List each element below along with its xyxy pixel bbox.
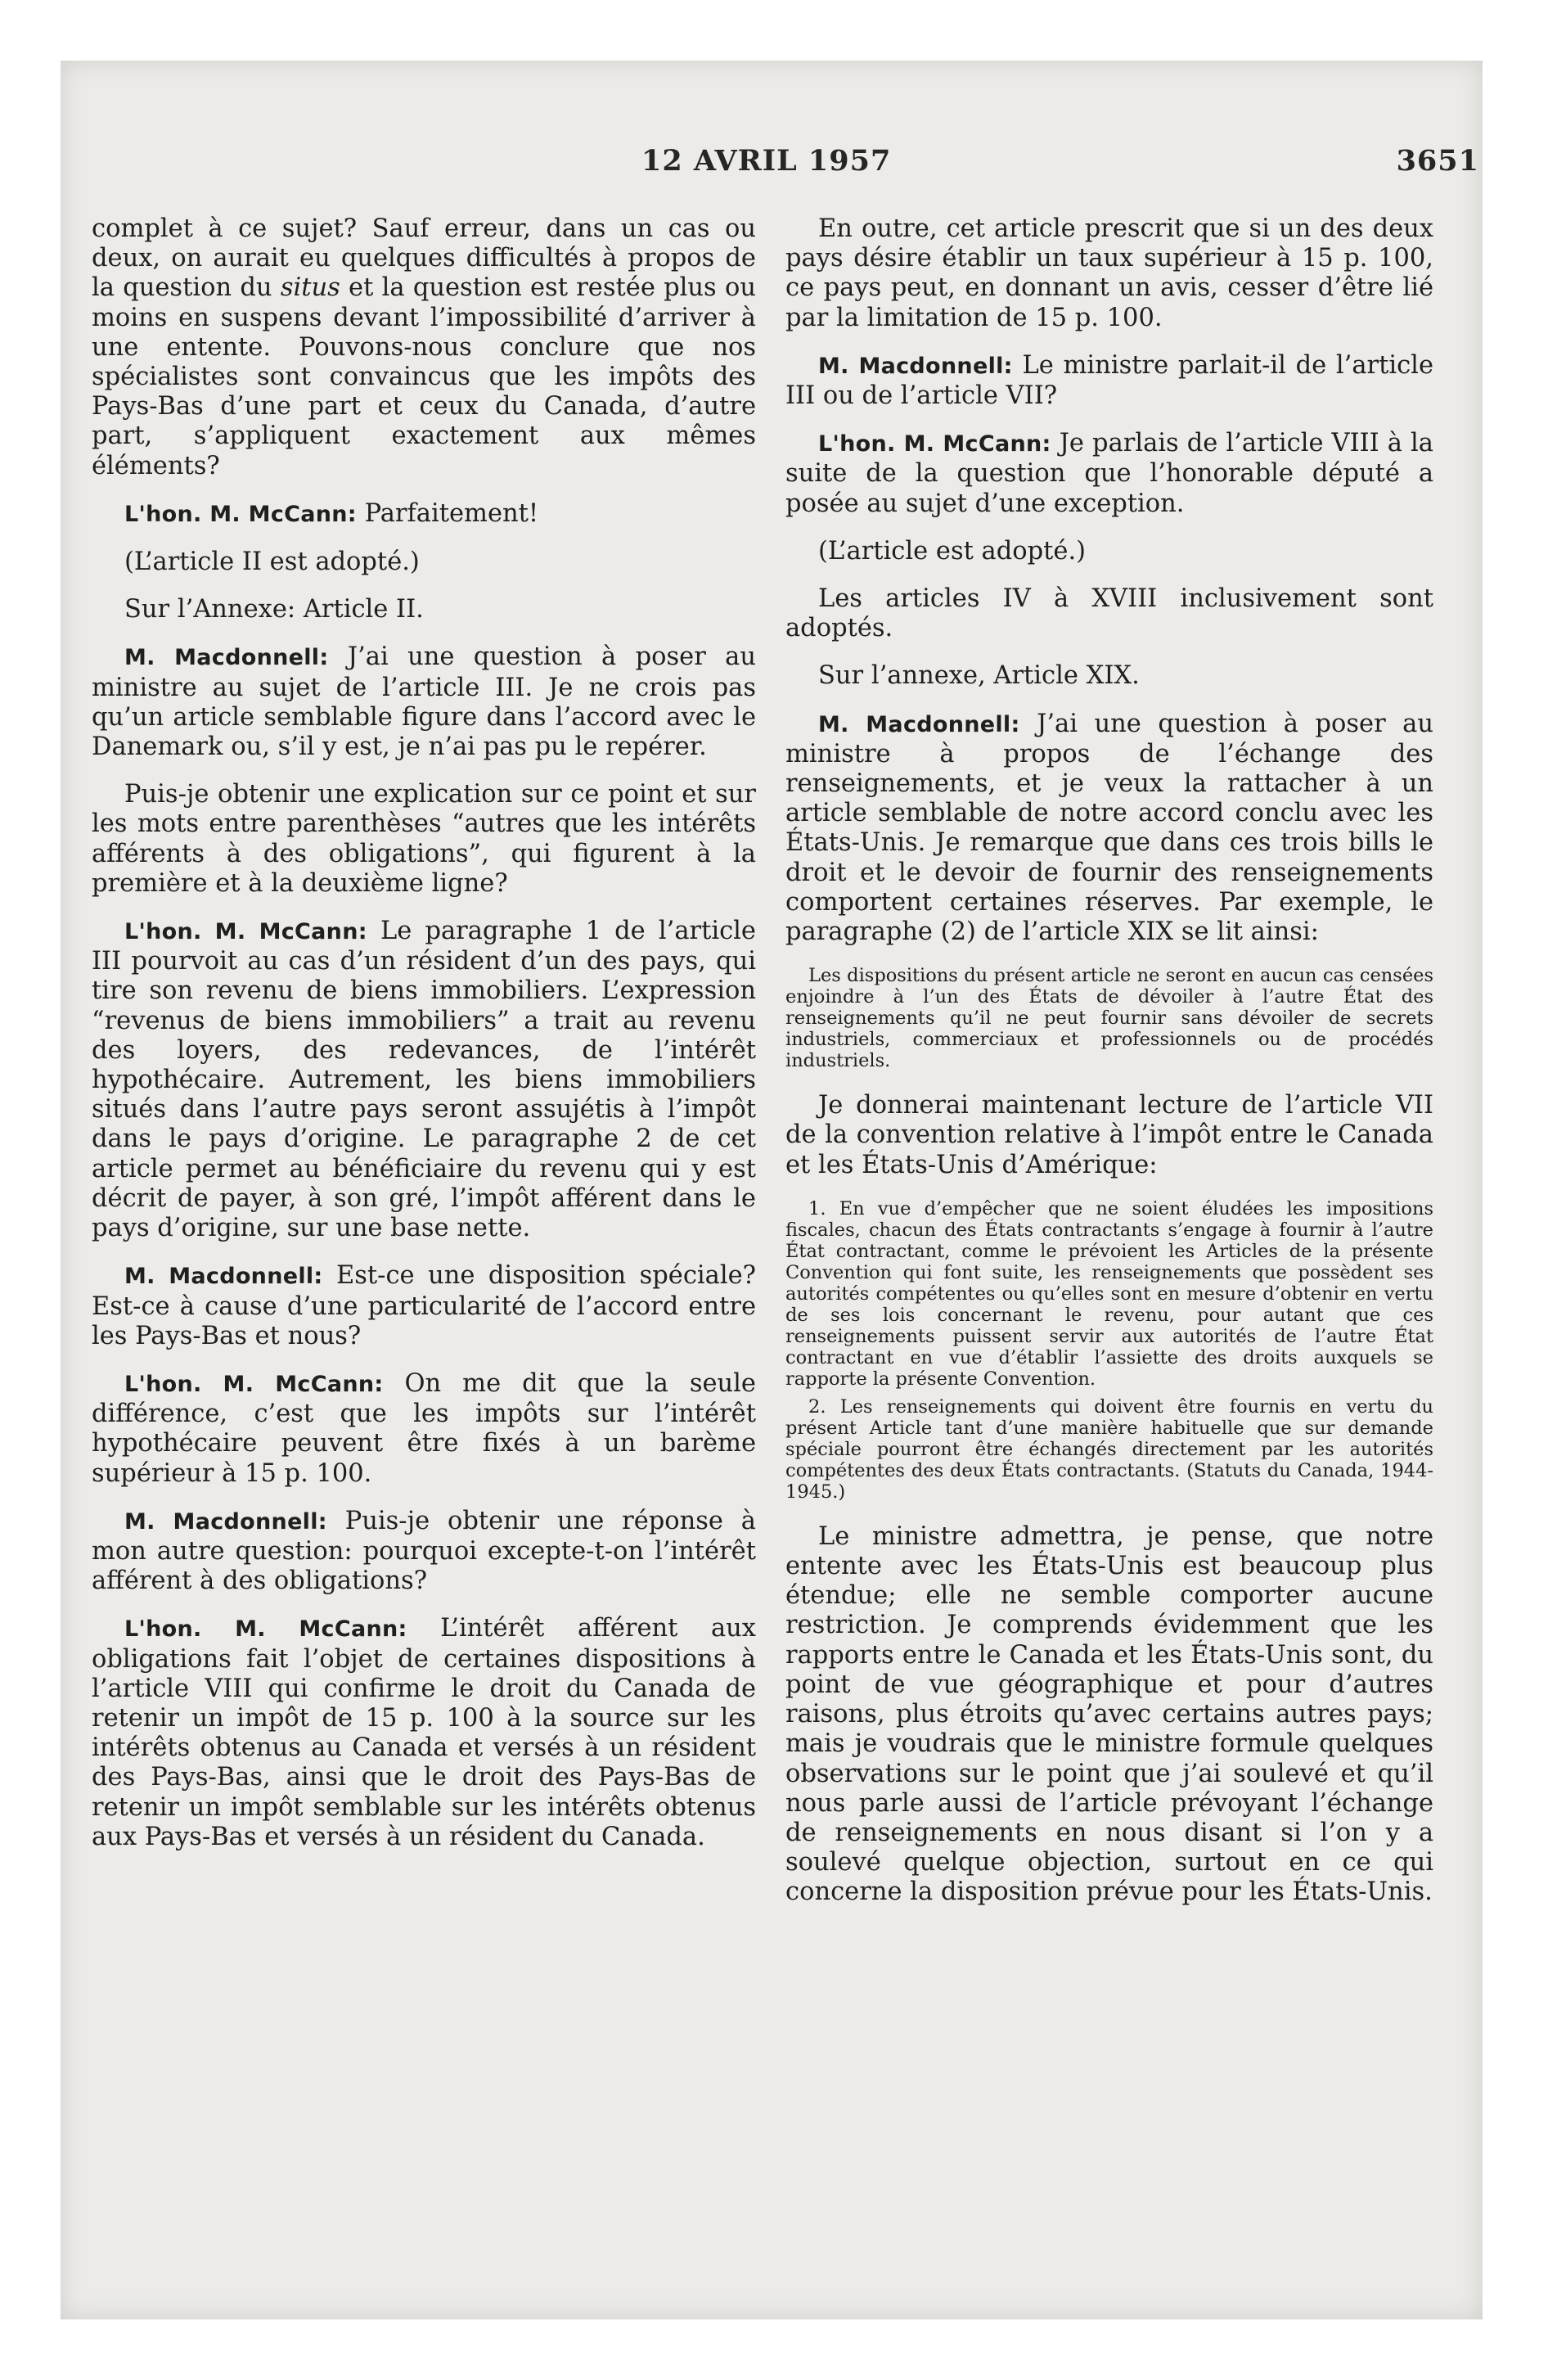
speaker-name: M. Macdonnell: [818, 711, 1020, 737]
paragraph [92, 214, 756, 481]
speech [92, 642, 756, 762]
right-column [785, 214, 1433, 1926]
quote-paragraph: 1. En vue d’empêcher que ne soient éludées les impositions fiscales, chacun des États contractants s’engage à fournir à l’autre État contractant, comme le prévoient les Articles de la présente Convention qui font suite, les renseignements que possèdent ses autorités compétentes ou qu’elles sont en mesure d’obtenir en vertu de ses lois concernant le revenu, pour autant que ces renseignements puissent servir aux autorités de l’autre État contractant en vue d’établir l’assiette des droits auxquels se rapporte la présente Convention. [785, 1197, 1433, 1390]
speaker-name: M. Macdonnell: [124, 645, 329, 671]
speaker-name: L'hon. M. McCann: [124, 1616, 407, 1643]
block-quote [785, 1198, 1433, 1503]
page-number: 3651 [1396, 144, 1479, 178]
speech-text: On me dit que la seule différence, c’est que les impôts sur l’intérêt hypothécaire peuvent être fixés à un barème supérieur à 15 p. 100. [92, 1368, 756, 1488]
paragraph: Puis-je obtenir une explication sur ce point et sur les mots entre parenthèses “autres que les intérêts afférents à des obligations”, qui figurent à la première et à la deuxième ligne? [92, 780, 756, 898]
procedural-note: (L’article II est adopté.) [124, 548, 420, 577]
quote-paragraph: Les dispositions du présent article ne seront en aucun cas censées enjoindre à l’un des États de dévoiler à l’autre État des renseignements qu’il ne peut fournir sans dévoiler de secrets industriels, commerciaux et professionnels ou de procédés industriels. [785, 965, 1433, 1072]
quote-paragraph: 2. Les renseignements qui doivent être fournis en vertu du présent Article tant d’une manière habituelle que sur demande spéciale pourront être échangés directement par les autorités compétentes des deux États contractants. (Statuts du Canada, 1944-1945.) [785, 1395, 1433, 1503]
section-heading: Sur l’annexe, Article XIX. [818, 661, 1140, 691]
speech [785, 429, 1433, 519]
header-date: 12 AVRIL 1957 [641, 144, 892, 178]
speech [92, 499, 756, 530]
speech-text: L’intérêt afférent aux obligations fait l’objet de certaines dispositions à l’article VIII qui confirme le droit du Canada de retenir un impôt de 15 p. 100 à la source sur les intérêts obtenus au Canada et versés à un résident des Pays-Bas, ainsi que le droit des Pays-Bas de retenir un impôt semblable sur les intérêts obtenus aux Pays-Bas et versés à un résident du Canada. [92, 1614, 756, 1851]
speaker-name: M. Macdonnell: [818, 353, 1013, 379]
paragraph-text: et la question est restée plus ou moins en suspens devant l’impossibilité d’arriver à une entente. Pouvons-nous conclure que nos spécialistes sont convaincus que les impôts des Pays-Bas d’une part et ceux du Canada, d’autre part, s’appliquent exactement aux mêmes éléments? [92, 273, 756, 480]
speech-text: J’ai une question à poser au ministre à propos de l’échange des renseignements, et je veux la rattacher à un article semblable de notre accord conclu avec les États-Unis. Je remarque que dans ces trois bills le droit et le devoir de fournir des renseignements comportent certaines réserves. Par exemple, le paragraphe (2) de l’article XIX se lit ainsi: [785, 709, 1433, 947]
paragraph: Je donnerai maintenant lecture de l’article VII de la convention relative à l’impôt entre le Canada et les États-Unis d’Amérique: [785, 1091, 1433, 1179]
speaker-name: L'hon. M. McCann: [818, 431, 1051, 458]
speech [785, 710, 1433, 948]
speaker-name: M. Macdonnell: [124, 1508, 327, 1535]
speaker-name: L'hon. M. McCann: [124, 1371, 384, 1397]
section-heading: Sur l’Annexe: Article II. [124, 595, 424, 624]
speaker-name: L'hon. M. McCann: [124, 501, 357, 527]
speech-text: J’ai une question à poser au ministre au sujet de l’article III. Je ne crois pas qu’un article semblable figure dans l’accord avec le Danemark ou, s’il y est, je n’ai pas pu le repérer. [92, 642, 756, 762]
speech-text: Le ministre parlait-il de l’article III ou de l’article VII? [785, 350, 1433, 411]
speech [92, 1261, 756, 1351]
speech [92, 1614, 756, 1852]
speech-text: Le paragraphe 1 de l’article III pourvoit au cas d’un résident d’un des pays, qui tire son revenu de biens immobiliers. L’expression “revenus de biens immobiliers” a trait au revenu des loyers, des redevances, de l’intérêt hypothécaire. Autrement, les biens immobiliers situés dans l’autre pays seront assujétis à l’impôt dans le pays d’origine. Le paragraphe 2 de cet article permet au bénéficiaire du revenu qui y est décrit de payer, à son gré, l’impôt afférent dans le pays d’origine, sur une base nette. [92, 917, 756, 1243]
page-header [61, 144, 1487, 187]
italic-term: situs [280, 273, 340, 303]
speech-text: Puis-je obtenir une réponse à mon autre question: pourquoi excepte-t-on l’intérêt afférent à des obligations? [92, 1506, 756, 1596]
speech-text: Parfaitement! [356, 498, 539, 528]
paragraph-text: complet à ce sujet? Sauf erreur, dans un cas ou deux, on aurait eu quelques difficultés à propos de la question du [92, 214, 756, 303]
speaker-name: L'hon. M. McCann: [124, 919, 367, 945]
block-quote [785, 965, 1433, 1071]
procedural-note: Les articles IV à XVIII inclusivement sont adoptés. [785, 584, 1433, 643]
speech [785, 351, 1433, 411]
speech [92, 1507, 756, 1597]
paragraph: En outre, cet article prescrit que si un des deux pays désire établir un taux supérieur à 15 p. 100, ce pays peut, en donnant un avis, cesser d’être lié par la limitation de 15 p. 100. [785, 214, 1433, 332]
speech-text: Est-ce une disposition spéciale? Est-ce à cause d’une particularité de l’accord entre les Pays-Bas et nous? [92, 1261, 756, 1350]
speaker-name: M. Macdonnell: [124, 1264, 323, 1290]
left-column [92, 214, 756, 1870]
paragraph: Le ministre admettra, je pense, que notre entente avec les États-Unis est beaucoup plus étendue; elle ne semble comporter aucune restriction. Je comprends évidemment que les rapports entre le Canada et les États-Unis sont, du point de vue géographique et pour d’autres raisons, plus étroits qu’avec certains autres pays; mais je voudrais que le ministre formule quelques observations sur le point que j’ai soulevé et qu’il nous parle aussi de l’article prévoyant l’échange de renseignements en nous disant si l’on y a soulevé quelque objection, surtout en ce qui concerne la disposition prévue pour les États-Unis. [785, 1521, 1433, 1907]
speech [92, 917, 756, 1243]
speech-text: Je parlais de l’article VIII à la suite de la question que l’honorable député a posée au sujet d’une exception. [785, 429, 1433, 518]
procedural-note: (L’article est adopté.) [818, 536, 1087, 566]
speech [92, 1369, 756, 1489]
